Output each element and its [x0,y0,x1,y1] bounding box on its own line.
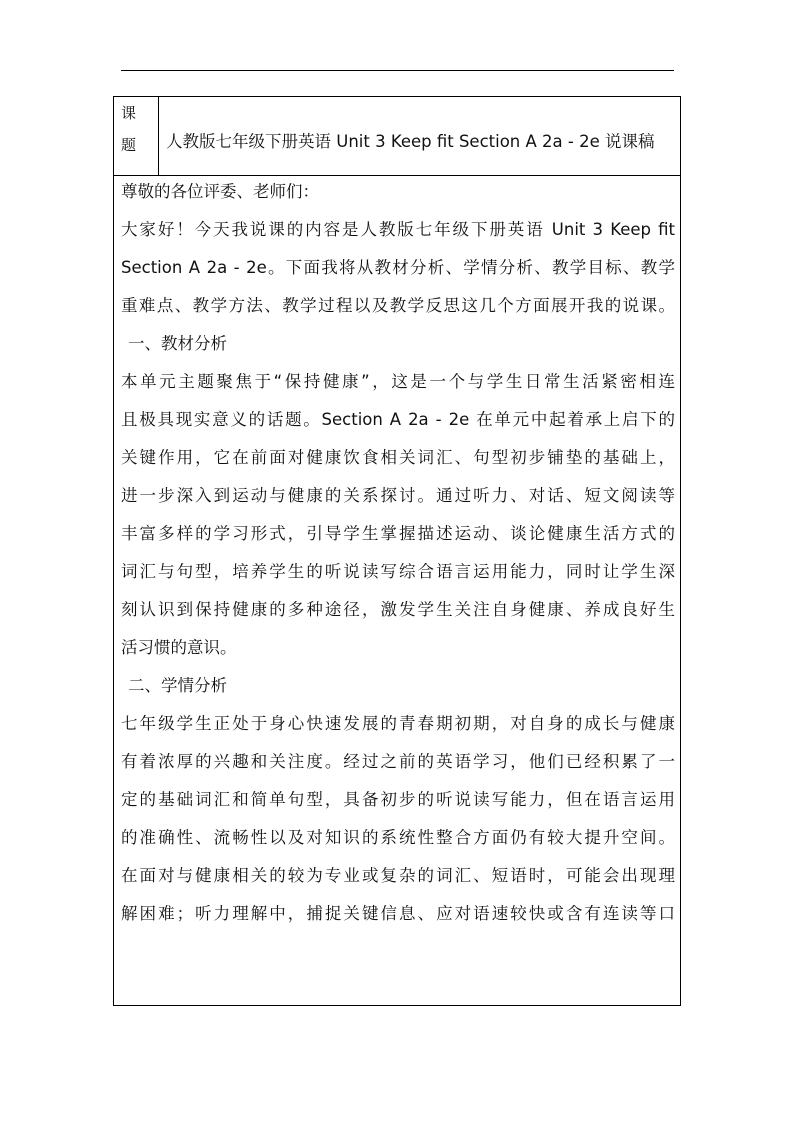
section-heading-student-analysis: 二、学情分析 [128,676,227,695]
greeting-line: 尊敬的各位评委、老师们： [121,182,319,201]
header-rule [121,70,674,71]
paragraph-line: 七年级学生正处于身心快速发展的青春期初期，对自身的成长与健康 [121,714,675,733]
paragraph-line: 词汇与句型，培养学生的听说读写综合语言运用能力，同时让学生深 [121,562,675,581]
paragraph-line: 解困难；听力理解中，捕捉关键信息、应对语速较快或含有连读等口 [121,904,675,923]
paragraph-line: 的准确性、流畅性以及对知识的系统性整合方面仍有较大提升空间。 [121,828,675,847]
title-row [114,97,680,176]
paragraph-line: 定的基础词汇和简单句型，具备初步的听说读写能力，但在语言运用 [121,790,675,809]
title-label-cell [114,97,159,175]
paragraph-line: 活习惯的意识。 [121,638,237,657]
paragraph-line: 刻认识到保持健康的多种途径，激发学生关注自身健康、养成良好生 [121,600,675,619]
paragraph-line: 进一步深入到运动与健康的关系探讨。通过听力、对话、短文阅读等 [121,486,675,505]
section-heading-textbook-analysis: 一、教材分析 [128,334,227,353]
paragraph-line: 关键作用，它在前面对健康饮食相关词汇、句型初步铺垫的基础上， [121,448,675,467]
paragraph-line: 有着浓厚的兴趣和关注度。经过之前的英语学习，他们已经积累了一 [121,752,675,771]
paragraph-line: 且极具现实意义的话题。Section A 2a - 2e 在单元中起着承上启下的 [121,410,675,429]
paragraph-line: 大家好！今天我说课的内容是人教版七年级下册英语 Unit 3 Keep fit [121,220,675,239]
title-label-char-2: 题 [121,136,137,154]
paragraph-line: 在面对与健康相关的较为专业或复杂的词汇、短语时，可能会出现理 [121,866,675,885]
paragraph-line: 丰富多样的学习形式，引导学生掌握描述运动、谈论健康生活方式的 [121,524,675,543]
paragraph-line: Section A 2a - 2e。下面我将从教材分析、学情分析、教学目标、教学 [121,258,675,277]
lesson-title: 人教版七年级下册英语 Unit 3 Keep fit Section A 2a - 2e 说课稿 [166,132,655,151]
title-label-char-1: 课 [121,104,137,122]
paragraph-line: 重难点、教学方法、教学过程以及教学反思这几个方面展开我的说课。 [121,296,675,315]
paragraph-line: 本单元主题聚焦于“保持健康”，这是一个与学生日常生活紧密相连 [121,372,675,391]
lesson-plan-table [113,96,681,1006]
